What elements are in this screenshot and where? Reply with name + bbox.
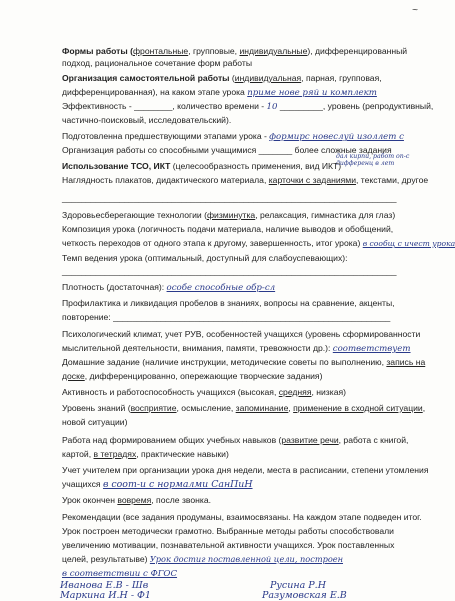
line-blank-2: ______________________________________________________________________ — [62, 266, 397, 276]
line-partial-search: частично-поисковый, исследовательский). — [62, 115, 232, 125]
line-health-tech: Здоровьесберегающие технологии (физминутка, релаксация, гимнастика для глаз) — [62, 210, 396, 220]
line-composition: Композиция урока (логичность подачи материала, наличие выводов и обобщений, — [62, 224, 394, 234]
line-skills: Работа над формированием общих учебных навыков (развитие речи, работа с книгой, — [62, 435, 409, 445]
line-gifted: Организация работы со способными учащимися _______ более сложные задания — [62, 145, 392, 155]
line-knowledge: Уровень знаний (восприятие, осмысление, запоминание, применение в сходной ситуации, — [62, 403, 426, 413]
line-differentiated: дифференцированная), на каком этапе урока приме нове ряй и комплект — [62, 87, 377, 98]
line-methodology: Урок построен методически грамотно. Выбранные методы работы способствовали — [62, 526, 394, 536]
line-climate: Психологический климат, учет РУВ, особенностей учащихся (уровень сформированности — [62, 329, 421, 339]
line-pace: Темп ведения урока (оптимальный, доступный для слабоуспевающих): — [62, 253, 348, 263]
line-repetition: повторение: __________________________________________________________ — [62, 312, 391, 322]
line-work-forms: Формы работы (фронтальные, групповые, индивидуальные), дифференцированный — [62, 46, 408, 56]
handwritten-gifted-note: дал кирпи, работ оп-с дифференц в лет — [336, 153, 410, 167]
line-visual-aids: Наглядность плакатов, дидактического материала, карточки с заданиями, текстами, другое — [62, 175, 429, 185]
line-activity: Активность и работоспособность учащихся (высокая, средняя, низкая) — [62, 387, 346, 397]
line-blank: ______________________________________________________________________ — [62, 193, 397, 203]
line-approach: подход, рациональное сочетание форм работы — [62, 58, 253, 68]
corner-mark: ~ — [412, 5, 418, 16]
handwritten-composition: в сообщ с ичест урока — [362, 239, 455, 248]
signature-markina: Маркина И.Н - Ф1 — [60, 590, 151, 601]
line-goals: целей, результатыве) Урок достиг поставленной цели, построен — [62, 554, 343, 564]
line-motivation: увеличению мотивации, познавательной активности учащихся. Урок поставленных — [62, 540, 395, 550]
line-density: Плотность (достаточная): особе способные обр-сл — [62, 282, 276, 293]
line-new-situation: новой ситуации) — [62, 417, 128, 427]
line-independent-work: Организация самостоятельной работы (индивидуальная, парная, групповая, — [62, 73, 382, 83]
signature-ivanova: Иванова Е.В - Шв — [60, 580, 149, 591]
handwritten-sanpin: в соот-и с нормалми СанПиН — [102, 479, 253, 490]
handwritten-prepared: формирс новеслуй изоллет с — [269, 132, 404, 142]
line-schedule: Учет учителем при организации урока дня недели, места в расписании, степени утомления — [62, 465, 429, 475]
handwritten-climate: соответствует — [332, 344, 411, 354]
line-skills-2: картой, в тетрадях, практические навыки) — [62, 449, 229, 459]
handwritten-time: 10 — [266, 102, 278, 112]
handwritten-stage: приме нове ряй и комплект — [247, 88, 377, 98]
handwritten-conclusion: Урок достиг поставленной цели, построен — [149, 554, 343, 564]
line-transitions: четкость переходов от одного этапа к другому, завершенность, итог урока) в сообщ с ичест урока — [62, 238, 455, 248]
line-homework: Домашние задание (наличие инструкции, методические советы по выполнению, запись на — [62, 357, 426, 367]
handwritten-fgos: в соответствии с ФГОС — [62, 569, 178, 579]
line-thinking: мыслительной деятельности, внимания, памяти, тревожности др.): соответствует — [62, 343, 411, 354]
line-students: учащихся в соот-и с нормалми СанПиН — [62, 479, 253, 490]
line-prepared: Подготовленна предшествующими этапами урока - формирс новеслуй изоллет с — [62, 131, 404, 142]
line-gaps: Профилактика и ликвидация пробелов в знаниях, вопросы на сравнение, акценты, — [62, 298, 395, 308]
line-ended: Урок окончен вовремя, после звонка. — [62, 495, 212, 505]
line-ict: Использование ТСО, ИКТ (целесообразность применения, вид ИКТ) — [62, 161, 342, 171]
signature-rusina: Русина Р.Н — [270, 580, 326, 591]
line-fgos — [62, 568, 428, 580]
line-recommendations: Рекомендации (все задания продуманы, взаимосвязаны. На каждом этапе подведен итог. — [62, 512, 422, 522]
line-homework-2: доске, дифференцированно, опережающие творческие задания) — [62, 371, 323, 381]
signature-razumovskaya: Разумовская Е.В — [262, 590, 347, 601]
handwritten-density: особе способные обр-сл — [166, 283, 276, 293]
line-effectiveness: Эффективность - ________, количество времени - 10 _________, уровень (репродуктивный, — [62, 101, 434, 112]
